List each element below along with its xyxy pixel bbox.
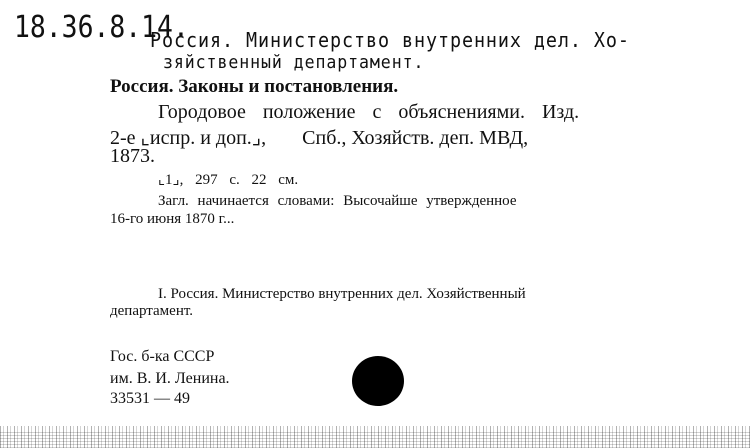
collation: ⌞1⌟, 297 с. 22 см.	[158, 172, 299, 188]
title-line1: Городовое положение с объяснениями. Изд.	[158, 101, 580, 123]
note-line2: 16-го июня 1870 г...	[110, 211, 235, 227]
punch-hole	[352, 356, 404, 406]
library-stamp-line2: им. В. И. Ленина.	[110, 370, 230, 387]
tracing-line1: I. Россия. Министерство внутренних дел. Хозяйственный	[158, 286, 526, 302]
library-stamp-line1: Гос. б-ка СССР	[110, 348, 215, 365]
title-line2	[110, 125, 528, 150]
library-stamp-line3: 33531 — 49	[110, 390, 190, 407]
handwritten-heading-line1: Россия. Министерство внутренних дел. Хо-	[150, 28, 630, 52]
note-line1: Загл. начинается словами: Высочайше утвержденное	[158, 193, 517, 209]
main-heading: Россия. Законы и постановления.	[110, 76, 399, 97]
scan-noise-lines	[0, 432, 750, 448]
publication-year: 1873.	[110, 145, 155, 167]
handwritten-heading-line2: зяйственный департамент.	[163, 52, 425, 73]
edition-statement: 2-е ⌞испр. и доп.⌟,	[110, 127, 267, 149]
tracing-line2: департамент.	[110, 303, 194, 319]
shelfmark: 18.36.8.14.	[14, 10, 189, 45]
imprint: Спб., Хозяйств. деп. МВД,	[302, 127, 529, 149]
